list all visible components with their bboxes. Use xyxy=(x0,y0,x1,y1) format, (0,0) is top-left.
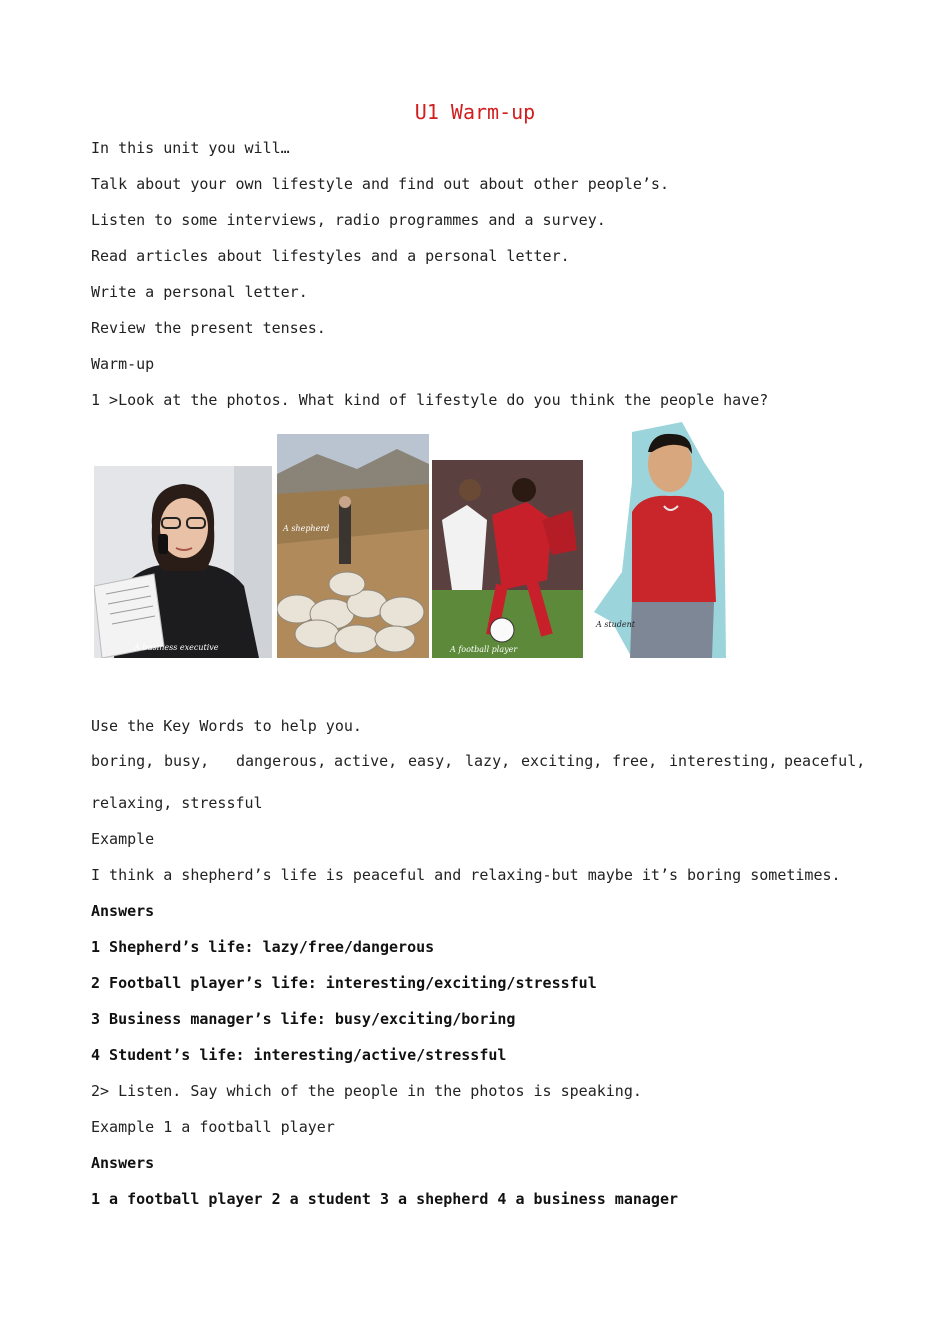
answer-item: 2 Football player’s life: interesting/exciting/stressful xyxy=(91,974,597,992)
warmup-heading: Warm-up xyxy=(91,355,155,373)
key-word: peaceful, xyxy=(784,752,866,770)
intro-lead: In this unit you will… xyxy=(91,139,290,157)
intro-item: Talk about your own lifestyle and find out about other people’s. xyxy=(91,175,669,193)
answers-heading: Answers xyxy=(91,902,155,920)
key-word: interesting, xyxy=(669,752,778,770)
student-photo xyxy=(592,422,728,658)
task-1-instruction: 1 >Look at the photos. What kind of lifestyle do you think the people have? xyxy=(91,391,769,409)
intro-item: Review the present tenses. xyxy=(91,319,326,337)
photo-caption: A business executive xyxy=(134,643,219,652)
answers-heading: Answers xyxy=(91,1154,155,1172)
intro-item: Listen to some interviews, radio programmes and a survey. xyxy=(91,211,606,229)
answer-item: 1 a football player 2 a student 3 a shepherd 4 a business manager xyxy=(91,1190,678,1208)
shepherd-photo xyxy=(277,434,429,658)
key-word: free, xyxy=(612,752,658,770)
photo-caption: A football player xyxy=(450,645,518,654)
answer-item: 4 Student’s life: interesting/active/stressful xyxy=(91,1046,507,1064)
answer-item: 1 Shepherd’s life: lazy/free/dangerous xyxy=(91,938,435,956)
key-word: active, xyxy=(334,752,398,770)
key-word: dangerous, xyxy=(236,752,327,770)
task-2-example: Example 1 a football player xyxy=(91,1118,335,1136)
key-word: boring, xyxy=(91,752,155,770)
photo-caption: A shepherd xyxy=(283,524,330,533)
intro-item: Write a personal letter. xyxy=(91,283,308,301)
answer-item: 3 Business manager’s life: busy/exciting/boring xyxy=(91,1010,516,1028)
key-word: lazy, xyxy=(465,752,511,770)
key-words-prompt: Use the Key Words to help you. xyxy=(91,717,362,735)
example-text: I think a shepherd’s life is peaceful and relaxing-but maybe it’s boring sometimes. xyxy=(91,866,841,884)
key-words-line-2: relaxing, stressful xyxy=(91,794,263,812)
football-player-photo xyxy=(432,460,583,658)
key-word: busy, xyxy=(164,752,210,770)
page-title: U1 Warm-up xyxy=(414,100,536,124)
example-heading: Example xyxy=(91,830,155,848)
business-executive-photo xyxy=(94,466,272,658)
photo-caption: A student xyxy=(596,620,636,629)
key-word: exciting, xyxy=(521,752,603,770)
task-2-instruction: 2> Listen. Say which of the people in the photos is speaking. xyxy=(91,1082,642,1100)
lifestyle-photos xyxy=(92,422,732,662)
key-word: easy, xyxy=(408,752,454,770)
intro-item: Read articles about lifestyles and a personal letter. xyxy=(91,247,570,265)
